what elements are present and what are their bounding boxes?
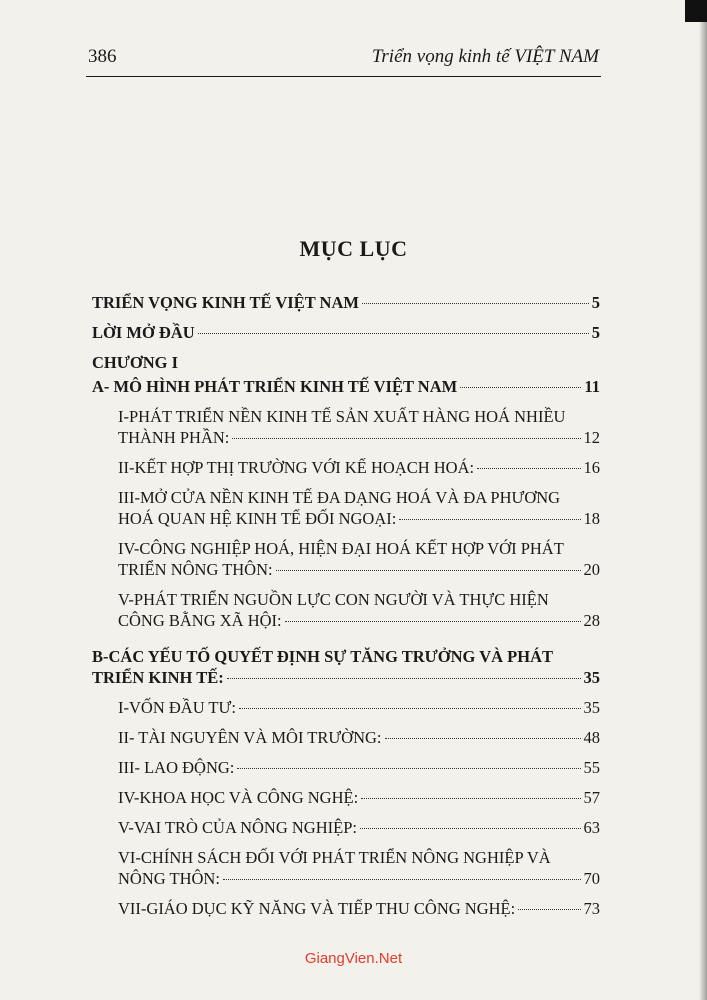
toc-entry[interactable]	[118, 727, 600, 748]
dot-leader	[198, 333, 589, 334]
toc-entry-label: A- MÔ HÌNH PHÁT TRIỂN KINH TẾ VIỆT NAM	[92, 377, 458, 396]
toc-entry[interactable]	[92, 646, 600, 688]
running-header	[88, 46, 599, 68]
toc-entry-label-line1: V-PHÁT TRIỂN NGUỒN LỰC CON NGƯỜI VÀ THỰC HIỆN	[118, 590, 549, 609]
toc-entry[interactable]	[118, 406, 600, 448]
dot-leader	[239, 708, 581, 709]
toc-entry[interactable]	[92, 376, 600, 397]
toc-entry-label: II- TÀI NGUYÊN VÀ MÔI TRƯỜNG:	[118, 728, 382, 747]
toc-entry-page: 35	[583, 668, 600, 687]
toc-entry-label: IV-KHOA HỌC VÀ CÔNG NGHỆ:	[118, 788, 359, 807]
dot-leader	[399, 519, 580, 520]
dot-leader	[360, 828, 581, 829]
toc-chapter-label: CHƯƠNG I	[92, 353, 179, 372]
dot-leader	[223, 879, 581, 880]
toc-entry-label: I-VỐN ĐẦU TƯ:	[118, 698, 236, 717]
toc-entry-page: 18	[583, 509, 600, 528]
toc-entry-label: VII-GIÁO DỤC KỸ NĂNG VÀ TIẾP THU CÔNG NGHỆ:	[118, 899, 516, 918]
toc-entry[interactable]	[118, 787, 600, 808]
toc-entry-label-line1: B-CÁC YẾU TỐ QUYẾT ĐỊNH SỰ TĂNG TRƯỞNG VÀ PHÁT	[92, 647, 553, 666]
toc-entry-label-line1: I-PHÁT TRIỂN NỀN KINH TẾ SẢN XUẤT HÀNG HOÁ NHIỀU	[118, 407, 566, 426]
toc-entry-label-line2: TRIỂN NÔNG THÔN:	[118, 560, 273, 579]
toc-entry[interactable]	[118, 757, 600, 778]
dot-leader	[518, 909, 580, 910]
toc-entry-page: 55	[583, 758, 600, 777]
toc-entry-page: 28	[583, 611, 600, 630]
toc-entry[interactable]	[92, 322, 600, 343]
toc-entry-page: 5	[591, 323, 600, 342]
dot-leader	[460, 387, 581, 388]
toc-entry[interactable]	[118, 487, 600, 529]
toc-entry-label-line1: III-MỞ CỬA NỀN KINH TẾ ĐA DẠNG HOÁ VÀ ĐA PHƯƠNG	[118, 488, 561, 507]
toc-entry-label: TRIỂN VỌNG KINH TẾ VIỆT NAM	[92, 293, 359, 312]
toc-entry-label-line2: TRIỂN KINH TẾ:	[92, 668, 224, 687]
table-of-contents	[92, 292, 600, 928]
dot-leader	[232, 438, 580, 439]
running-title: Triển vọng kinh tế VIỆT NAM	[371, 46, 599, 67]
toc-entry-page: 5	[591, 293, 600, 312]
dot-leader	[362, 303, 589, 304]
dot-leader	[477, 468, 580, 469]
toc-entry[interactable]	[118, 817, 600, 838]
toc-heading: MỤC LỤC	[299, 236, 408, 261]
toc-entry-page: 16	[583, 458, 600, 477]
toc-entry[interactable]	[118, 847, 600, 889]
toc-entry-label-line1: VI-CHÍNH SÁCH ĐỐI VỚI PHÁT TRIỂN NÔNG NGHIỆP VÀ	[118, 848, 551, 867]
watermark-text: GiangVien.Net	[304, 950, 403, 967]
scan-edge-shadow	[699, 0, 707, 1000]
toc-entry-page: 57	[583, 788, 600, 807]
toc-entry-label-line2: HOÁ QUAN HỆ KINH TẾ ĐỐI NGOẠI:	[118, 509, 397, 528]
dot-leader	[385, 738, 581, 739]
page-number: 386	[88, 46, 117, 67]
toc-entry[interactable]	[118, 898, 600, 919]
toc-entry-label: LỜI MỞ ĐẦU	[92, 323, 195, 342]
toc-entry-page: 35	[583, 698, 600, 717]
toc-entry-page: 70	[583, 869, 600, 888]
dot-leader	[361, 798, 580, 799]
toc-entry-label-line2: NÔNG THÔN:	[118, 869, 220, 888]
header-rule	[86, 76, 601, 77]
toc-entry-label-line1: IV-CÔNG NGHIỆP HOÁ, HIỆN ĐẠI HOÁ KẾT HỢP VỚI PHÁT	[118, 539, 564, 558]
toc-entry[interactable]	[118, 697, 600, 718]
toc-entry-label: II-KẾT HỢP THỊ TRƯỜNG VỚI KẾ HOẠCH HOÁ:	[118, 458, 475, 477]
toc-entry-page: 20	[583, 560, 600, 579]
toc-entry[interactable]	[118, 457, 600, 478]
toc-entry[interactable]	[118, 538, 600, 580]
dot-leader	[227, 678, 581, 679]
toc-entry-label-line2: THÀNH PHẦN:	[118, 428, 230, 447]
toc-entry-page: 48	[583, 728, 600, 747]
toc-entry-page: 63	[583, 818, 600, 837]
toc-entry-label-line2: CÔNG BẰNG XÃ HỘI:	[118, 611, 282, 630]
toc-entry-page: 11	[584, 377, 600, 396]
dot-leader	[237, 768, 580, 769]
toc-entry-page: 73	[583, 899, 600, 918]
toc-entry-page: 12	[583, 428, 600, 447]
toc-entry-label: III- LAO ĐỘNG:	[118, 758, 235, 777]
dot-leader	[285, 621, 581, 622]
toc-entry-label: V-VAI TRÒ CỦA NÔNG NGHIỆP:	[118, 818, 357, 837]
toc-entry[interactable]	[92, 292, 600, 313]
dot-leader	[276, 570, 581, 571]
scan-corner-mark	[685, 0, 707, 22]
toc-entry[interactable]	[118, 589, 600, 631]
